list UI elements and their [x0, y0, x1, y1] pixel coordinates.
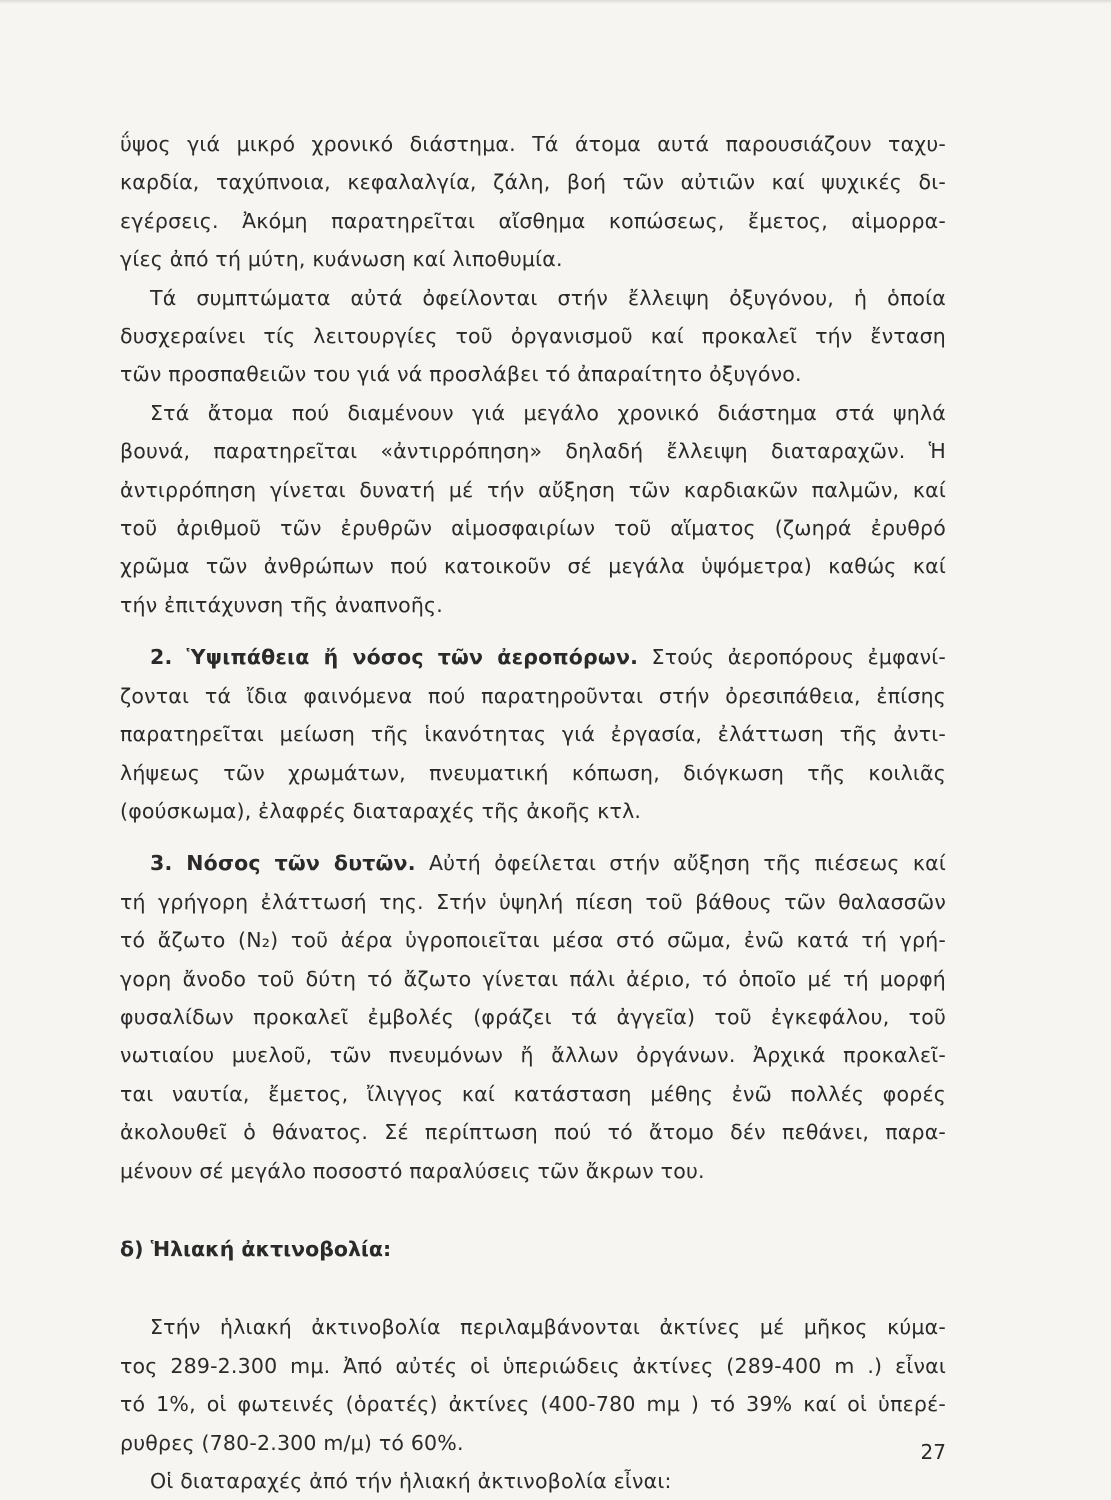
- text-line: [120, 638, 946, 676]
- text-line: ἀκολουθεῖ ὁ θάνατος. Σέ περίπτωση πού τό ἄτομο δέν πεθάνει, παρα-: [120, 1120, 946, 1145]
- text-line: χρῶμα τῶν ἀνθρώπων πού κατοικοῦν σέ μεγάλα ὑψόμετρα) καθώς καί: [120, 554, 946, 579]
- text-line: Στήν ἡλιακή ἀκτινοβολία περιλαμβάνονται ἀκτίνες μέ μῆκος κύμα-: [150, 1315, 946, 1340]
- text-line: γορη ἄνοδο τοῦ δύτη τό ἄζωτο γίνεται πάλι ἀέριο, τό ὁποῖο μέ τή μορφή: [120, 966, 946, 991]
- paragraph-3: [120, 394, 946, 624]
- page-number: 27: [920, 1440, 946, 1464]
- text-line: παρατηρεῖται μείωση τῆς ἱκανότητας γιά ἐργασία, ἐλάττωση τῆς ἀντι-: [120, 722, 946, 747]
- text-line: τος 289-2.300 mμ. Ἀπό αὐτές οἱ ὑπεριώδεις ἀκτίνες (289-400 m .) εἶναι: [120, 1353, 946, 1378]
- text-line: τοῦ ἀριθμοῦ τῶν ἐρυθρῶν αἱμοσφαιρίων τοῦ αἵματος (ζωηρά ἐρυθρό: [120, 516, 946, 541]
- text-line: Στά ἄτομα πού διαμένουν γιά μεγάλο χρονικό διάστημα στά ψηλά: [150, 400, 946, 425]
- text-line: ΰψος γιά μικρό χρονικό διάστημα. Τά άτομα αυτά παρουσιάζουν ταχυ-: [120, 132, 946, 156]
- text-line: ρυθρες (780-2.300 m/μ) τό 60%.: [120, 1430, 464, 1455]
- text-line: τό 1%, οἱ φωτεινές (ὁρατές) ἀκτίνες (400-780 mμ ) τό 39% καί οἱ ὑπερέ-: [120, 1392, 946, 1417]
- section-heading: δ) Ἡλιακή ἀκτινοβολία:: [120, 1236, 392, 1261]
- subsection-title-aviators: 2. Ὑψιπάθεια ἤ νόσος τῶν ἀεροπόρων.: [150, 645, 639, 670]
- text-line: καρδία, ταχύπνοια, κεφαλαλγία, ζάλη, βοή τῶν αὐτιῶν καί ψυχικές δι-: [120, 170, 946, 195]
- text-line: ἀντιρρόπηση γίνεται δυνατή μέ τήν αὔξηση τῶν καρδιακῶν παλμῶν, καί: [120, 477, 946, 502]
- text-line: Τά συμπτώματα αὐτά ὀφείλονται στήν ἔλλειψη ὀξυγόνου, ἡ ὁποία: [150, 285, 946, 310]
- text-line: γίες ἀπό τή μύτη, κυάνωση καί λιποθυμία.: [120, 247, 563, 272]
- text-line: ται ναυτία, ἔμετος, ἴλιγγος καί κατάσταση μέθης ἐνῶ πολλές φορές: [120, 1081, 946, 1106]
- top-edge: [0, 0, 1111, 4]
- paragraph-2: [120, 279, 946, 394]
- text-run: Στούς ἀεροπόρους ἐμφανί-: [638, 645, 946, 670]
- text-run: Αὐτή ὀφείλεται στήν αὔξηση τῆς πιέσεως καί: [415, 851, 946, 876]
- text-line: εγέρσεις. Ἀκόμη παρατηρεῖται αἴσθημα κοπώσεως, ἔμετος, αἱμορρα-: [120, 208, 946, 233]
- page-body: [120, 125, 946, 1500]
- paragraph-solar: [120, 1308, 946, 1462]
- text-line: μένουν σέ μεγάλο ποσοστό παραλύσεις τῶν ἄκρων του.: [120, 1158, 705, 1183]
- text-line: (φούσκωμα), ἐλαφρές διαταραχές τῆς ἀκοῆς κτλ.: [120, 798, 642, 823]
- paragraph-disorders-intro: [120, 1462, 946, 1500]
- text-line: δυσχεραίνει τίς λειτουργίες τοῦ ὀργανισμοῦ καί προκαλεῖ τήν ἔνταση: [120, 324, 946, 349]
- paragraph-aviators: [120, 638, 946, 830]
- text-line: Οἱ διαταραχές ἀπό τήν ἡλιακή ἀκτινοβολία εἶναι:: [150, 1469, 672, 1493]
- text-line: τῶν προσπαθειῶν του γιά νά προσλάβει τό ἀπαραίτητο ὀξυγόνο.: [120, 362, 802, 387]
- text-line: [120, 844, 946, 882]
- paragraph-1: [120, 125, 946, 279]
- text-line: βουνά, παρατηρεῖται «ἀντιρρόπηση» δηλαδή ἔλλειψη διαταραχῶν. Ἡ: [120, 439, 946, 464]
- text-line: λήψεως τῶν χρωμάτων, πνευματική κόπωση, διόγκωση τῆς κοιλιᾶς: [120, 760, 946, 785]
- text-line: τό ἄζωτο (N₂) τοῦ ἀέρα ὑγροποιεῖται μέσα στό σῶμα, ἐνῶ κατά τή γρή-: [120, 928, 946, 953]
- text-line: φυσαλίδων προκαλεῖ ἐμβολές (φράζει τά ἀγγεῖα) τοῦ ἐγκεφάλου, τοῦ: [120, 1004, 946, 1029]
- text-line: νωτιαίου μυελοῦ, τῶν πνευμόνων ἤ ἄλλων ὀργάνων. Ἀρχικά προκαλεῖ-: [120, 1043, 946, 1068]
- subsection-title-divers: 3. Νόσος τῶν δυτῶν.: [150, 851, 416, 876]
- paragraph-divers: [120, 844, 946, 1190]
- text-line: ζονται τά ἴδια φαινόμενα πού παρατηροῦνται στήν ὀρεσιπάθεια, ἐπίσης: [120, 683, 946, 708]
- text-line: τήν ἐπιτάχυνση τῆς ἀναπνοῆς.: [120, 592, 444, 617]
- text-line: τή γρήγορη ἐλάττωσή της. Στήν ὑψηλή πίεση τοῦ βάθους τῶν θαλασσῶν: [120, 889, 946, 914]
